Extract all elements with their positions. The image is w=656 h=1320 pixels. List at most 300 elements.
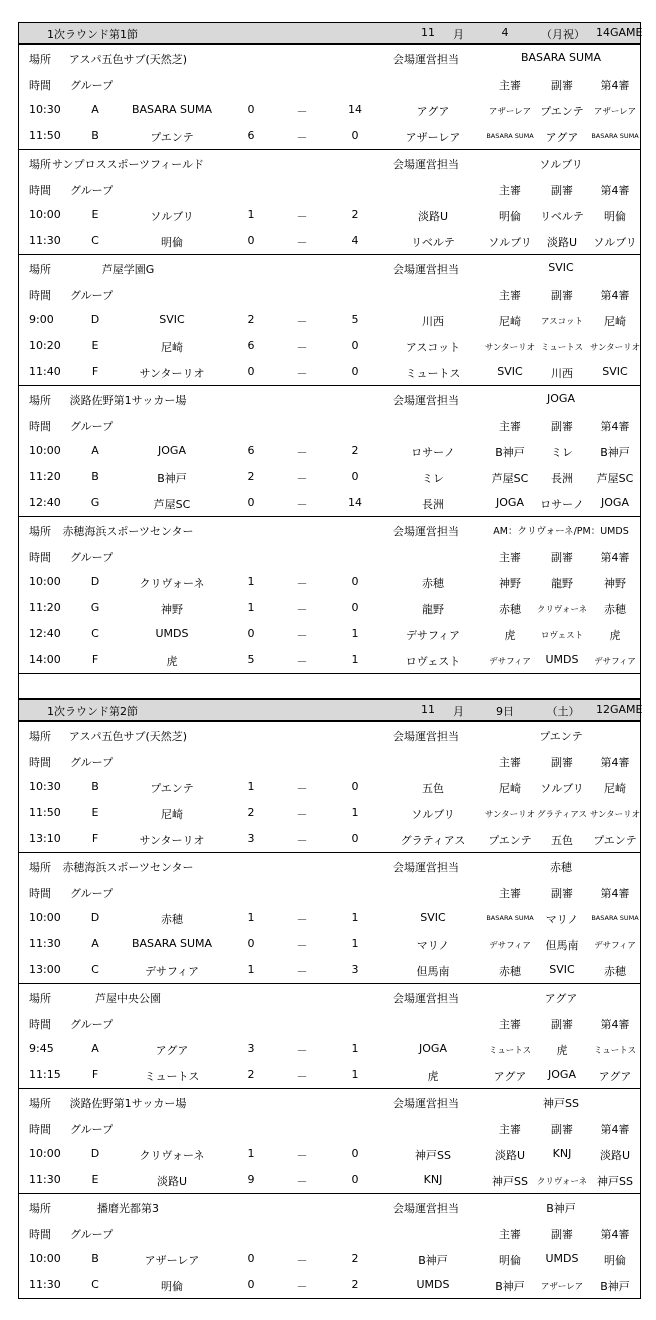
venue-manager: アグア: [544, 992, 578, 1005]
match-time: 11:15: [29, 1068, 61, 1081]
match-row: [19, 957, 640, 983]
venue-label: 場所: [29, 525, 51, 538]
referee2-label: 副審: [551, 1123, 573, 1136]
manager-label: 会場運営担当: [393, 992, 459, 1005]
home-score: 0: [247, 365, 255, 378]
home-team: アザーレア: [144, 1254, 200, 1267]
referee1: 尼崎: [499, 782, 521, 795]
referee4: ミュートス: [593, 1046, 637, 1056]
match-group: D: [90, 911, 100, 924]
score-dash: －: [296, 808, 308, 821]
home-score: 1: [247, 1147, 255, 1160]
home-score: 2: [247, 1068, 255, 1081]
away-score: 1: [351, 937, 359, 950]
column-header-row: [19, 543, 640, 569]
referee2: クリヴォーネ: [536, 1177, 588, 1187]
score-dash: －: [296, 446, 308, 459]
score-dash: －: [296, 834, 308, 847]
venue-label: 場所: [29, 158, 51, 171]
month-unit: 月: [453, 28, 464, 41]
score-dash: －: [296, 965, 308, 978]
referee4: 明倫: [604, 1254, 626, 1267]
venue-block: [19, 1089, 640, 1194]
home-team: BASARA SUMA: [131, 103, 213, 116]
score-dash: －: [296, 1044, 308, 1057]
home-team: プエンテ: [150, 782, 194, 795]
referee1-label: 主審: [499, 184, 521, 197]
referee4: JOGA: [601, 496, 629, 509]
away-team: ソルブリ: [411, 808, 455, 821]
match-time: 9:00: [29, 313, 54, 326]
venue-manager: B神戸: [546, 1202, 576, 1215]
score-dash: －: [296, 1070, 308, 1083]
score-dash: －: [296, 603, 308, 616]
referee2-label: 副審: [551, 420, 573, 433]
away-score: 1: [351, 911, 359, 924]
venue-manager: AM：クリヴォーネ/PM：UMDS: [493, 526, 629, 537]
away-team: 川西: [422, 315, 444, 328]
referee1: 神野: [499, 577, 521, 590]
away-team: 虎: [427, 1070, 439, 1083]
referee4: 尼崎: [604, 315, 626, 328]
home-score: 0: [247, 1252, 255, 1265]
group-label: グループ: [70, 1123, 114, 1136]
home-team: デサフィア: [144, 965, 200, 978]
referee1: サンターリオ: [484, 343, 536, 353]
referee1: BASARA SUMA: [486, 132, 534, 140]
away-team: B神戸: [418, 1254, 448, 1267]
venue-name: アスパ五色サブ(天然芝): [68, 53, 188, 66]
match-time: 14:00: [29, 653, 61, 666]
group-label: グループ: [70, 79, 114, 92]
round-day: 9日: [496, 705, 514, 718]
manager-label: 会場運営担当: [393, 1097, 459, 1110]
away-score: 0: [351, 780, 359, 793]
referee4-label: 第4審: [600, 1018, 630, 1031]
referee4: プエンテ: [593, 834, 637, 847]
score-dash: －: [296, 629, 308, 642]
referee1: アグア: [493, 1070, 527, 1083]
away-team: KNJ: [423, 1173, 443, 1186]
referee4: B神戸: [600, 446, 630, 459]
venue-block: [19, 984, 640, 1089]
away-score: 1: [351, 627, 359, 640]
away-score: 2: [351, 208, 359, 221]
match-row: [19, 307, 640, 333]
venue-manager: SVIC: [548, 261, 574, 274]
away-team: 但馬南: [416, 965, 450, 978]
match-group: E: [91, 1173, 99, 1186]
venue-block: [19, 255, 640, 386]
referee1: デサフィア: [489, 941, 531, 951]
venue-label: 場所: [29, 1097, 51, 1110]
column-header-row: [19, 176, 640, 202]
referee2: リベルテ: [540, 210, 584, 223]
referee2: 虎: [556, 1044, 568, 1057]
match-row: [19, 202, 640, 228]
manager-label: 会場運営担当: [393, 263, 459, 276]
referee2: 長洲: [551, 472, 573, 485]
home-score: 6: [247, 129, 255, 142]
referee2: クリヴォーネ: [536, 605, 588, 615]
referee2: 但馬南: [545, 939, 579, 952]
score-dash: －: [296, 1280, 308, 1293]
away-team: UMDS: [416, 1278, 450, 1291]
home-score: 3: [247, 832, 255, 845]
match-row: [19, 438, 640, 464]
column-header-row: [19, 281, 640, 307]
home-team: ミュートス: [144, 1070, 200, 1083]
column-header-row: [19, 1220, 640, 1246]
venue-manager: BASARA SUMA: [520, 51, 602, 64]
home-team: サンターリオ: [139, 834, 205, 847]
match-group: C: [91, 1278, 99, 1291]
referee2-label: 副審: [551, 184, 573, 197]
match-time: 11:20: [29, 601, 61, 614]
column-header-row: [19, 1115, 640, 1141]
home-team: B神戸: [157, 472, 187, 485]
score-dash: －: [296, 1254, 308, 1267]
match-group: F: [91, 832, 99, 845]
away-team: 五色: [422, 782, 444, 795]
venue-row: [19, 517, 640, 543]
venue-row: [19, 150, 640, 176]
referee1-label: 主審: [499, 1018, 521, 1031]
away-team: ロサーノ: [411, 446, 455, 459]
home-team: アグア: [155, 1044, 189, 1057]
away-score: 1: [351, 1042, 359, 1055]
referee4: ソルブリ: [593, 236, 637, 249]
away-team: 長洲: [422, 498, 444, 511]
referee2: アザーレア: [540, 1282, 584, 1292]
match-row: [19, 490, 640, 516]
venue-block: [19, 150, 640, 255]
column-header-row: [19, 879, 640, 905]
away-score: 2: [351, 444, 359, 457]
referee1-label: 主審: [499, 289, 521, 302]
home-score: 3: [247, 1042, 255, 1055]
match-group: A: [91, 444, 99, 457]
match-group: C: [91, 627, 99, 640]
score-dash: －: [296, 939, 308, 952]
group-label: グループ: [70, 1018, 114, 1031]
match-time: 12:40: [29, 627, 61, 640]
referee2: プエンテ: [540, 105, 584, 118]
round-weekday: （月祝）: [541, 28, 585, 41]
match-group: E: [91, 208, 99, 221]
referee2: グラティアス: [537, 810, 587, 820]
referee2: JOGA: [548, 1068, 576, 1081]
match-time: 11:50: [29, 806, 61, 819]
match-time: 11:20: [29, 470, 61, 483]
away-team: 赤穂: [422, 577, 444, 590]
referee2-label: 副審: [551, 289, 573, 302]
venue-name: 芦屋学園G: [101, 263, 155, 276]
away-team: SVIC: [420, 911, 446, 924]
referee1: ミュートス: [488, 1046, 532, 1056]
referee4: BASARA SUMA: [591, 914, 639, 922]
referee1: 赤穂: [499, 603, 521, 616]
home-team: 明倫: [161, 1280, 183, 1293]
referee1: B神戸: [495, 446, 525, 459]
match-group: C: [91, 234, 99, 247]
referee4: 明倫: [604, 210, 626, 223]
home-score: 0: [247, 496, 255, 509]
referee4: 神野: [604, 577, 626, 590]
referee4: B神戸: [600, 1280, 630, 1293]
time-label: 時間: [29, 184, 51, 197]
referee2: ロサーノ: [540, 498, 584, 511]
match-row: [19, 569, 640, 595]
referee2-label: 副審: [551, 551, 573, 564]
home-team: プエンテ: [150, 131, 194, 144]
venue-manager: 神戸SS: [543, 1097, 579, 1110]
venue-block: [19, 386, 640, 517]
home-team: 明倫: [161, 236, 183, 249]
manager-label: 会場運営担当: [393, 394, 459, 407]
home-score: 2: [247, 470, 255, 483]
score-dash: －: [296, 210, 308, 223]
referee4: サンターリオ: [589, 810, 641, 820]
match-group: A: [91, 103, 99, 116]
home-score: 0: [247, 103, 255, 116]
score-dash: －: [296, 315, 308, 328]
referee4-label: 第4審: [600, 420, 630, 433]
referee2: 五色: [551, 834, 573, 847]
referee2-label: 副審: [551, 756, 573, 769]
away-score: 1: [351, 806, 359, 819]
round-spacer: [18, 673, 641, 699]
away-score: 0: [351, 832, 359, 845]
match-time: 10:30: [29, 103, 61, 116]
home-score: 6: [247, 339, 255, 352]
group-label: グループ: [70, 756, 114, 769]
match-row: [19, 123, 640, 149]
home-score: 1: [247, 575, 255, 588]
away-team: アスコット: [405, 341, 461, 354]
group-label: グループ: [70, 184, 114, 197]
match-time: 11:30: [29, 234, 61, 247]
round-2-schedule: [18, 699, 641, 1299]
venue-label: 場所: [29, 53, 51, 66]
match-group: C: [91, 963, 99, 976]
round-1-schedule: [18, 22, 641, 674]
away-score: 14: [348, 103, 362, 116]
away-score: 0: [351, 470, 359, 483]
referee2: KNJ: [552, 1147, 572, 1160]
time-label: 時間: [29, 756, 51, 769]
home-team: 虎: [166, 655, 178, 668]
time-label: 時間: [29, 1018, 51, 1031]
score-dash: －: [296, 782, 308, 795]
home-score: 6: [247, 444, 255, 457]
manager-label: 会場運営担当: [393, 861, 459, 874]
venue-name: 芦屋中央公園: [95, 992, 161, 1005]
home-score: 0: [247, 1278, 255, 1291]
match-row: [19, 464, 640, 490]
referee4-label: 第4審: [600, 551, 630, 564]
away-team: ミュートス: [405, 367, 461, 380]
venue-row: [19, 722, 640, 748]
home-team: 尼崎: [161, 808, 183, 821]
score-dash: －: [296, 236, 308, 249]
match-time: 11:50: [29, 129, 61, 142]
match-row: [19, 905, 640, 931]
venue-manager: 赤穂: [550, 861, 572, 874]
score-dash: －: [296, 913, 308, 926]
referee1: デサフィア: [489, 657, 531, 667]
match-time: 11:30: [29, 1278, 61, 1291]
away-team: 淡路U: [417, 210, 449, 223]
home-score: 1: [247, 911, 255, 924]
referee4: SVIC: [602, 365, 628, 378]
away-score: 1: [351, 1068, 359, 1081]
home-score: 2: [247, 313, 255, 326]
referee2: アスコット: [541, 317, 583, 327]
away-team: アグア: [416, 105, 450, 118]
home-score: 1: [247, 208, 255, 221]
match-time: 11:40: [29, 365, 61, 378]
venue-row: [19, 45, 640, 71]
referee1: B神戸: [495, 1280, 525, 1293]
match-time: 10:30: [29, 780, 61, 793]
venue-row: [19, 386, 640, 412]
away-team: グラティアス: [400, 834, 466, 847]
match-row: [19, 774, 640, 800]
referee4-label: 第4審: [600, 1228, 630, 1241]
venue-label: 場所: [29, 730, 51, 743]
referee4: 芦屋SC: [596, 472, 634, 485]
away-score: 0: [351, 365, 359, 378]
away-score: 0: [351, 129, 359, 142]
referee2: マリノ: [545, 913, 579, 926]
referee1: 尼崎: [499, 315, 521, 328]
away-score: 2: [351, 1252, 359, 1265]
referee1-label: 主審: [499, 887, 521, 900]
referee1: 明倫: [499, 210, 521, 223]
referee2: ミレ: [551, 446, 573, 459]
column-header-row: [19, 1010, 640, 1036]
match-row: [19, 359, 640, 385]
referee2-label: 副審: [551, 887, 573, 900]
venue-row: [19, 1089, 640, 1115]
venue-label: 場所: [29, 394, 51, 407]
venue-name: 淡路佐野第1サッカー場: [69, 1097, 187, 1110]
referee2: ロヴェスト: [540, 631, 584, 641]
match-group: F: [91, 653, 99, 666]
manager-label: 会場運営担当: [393, 53, 459, 66]
match-group: G: [90, 601, 100, 614]
match-row: [19, 1246, 640, 1272]
match-row: [19, 647, 640, 673]
venue-label: 場所: [29, 1202, 51, 1215]
group-label: グループ: [70, 887, 114, 900]
match-group: B: [91, 780, 99, 793]
match-time: 13:00: [29, 963, 61, 976]
home-team: 淡路U: [156, 1175, 188, 1188]
manager-label: 会場運営担当: [393, 1202, 459, 1215]
match-group: E: [91, 339, 99, 352]
column-header-row: [19, 748, 640, 774]
match-time: 10:00: [29, 1252, 61, 1265]
match-row: [19, 800, 640, 826]
home-team: SVIC: [159, 313, 185, 326]
round-month: 11: [421, 26, 435, 39]
venue-row: [19, 853, 640, 879]
away-team: リベルテ: [411, 236, 455, 249]
match-row: [19, 228, 640, 254]
referee1-label: 主審: [499, 1123, 521, 1136]
referee1: 淡路U: [494, 1149, 526, 1162]
time-label: 時間: [29, 1123, 51, 1136]
match-group: F: [91, 365, 99, 378]
referee1: 神戸SS: [492, 1175, 528, 1188]
score-dash: －: [296, 1175, 308, 1188]
match-group: D: [90, 575, 100, 588]
time-label: 時間: [29, 1228, 51, 1241]
match-row: [19, 931, 640, 957]
referee4-label: 第4審: [600, 1123, 630, 1136]
match-row: [19, 1141, 640, 1167]
referee1: ソルブリ: [488, 236, 532, 249]
referee2-label: 副審: [551, 1228, 573, 1241]
venue-label: 場所: [29, 861, 51, 874]
venue-label: 場所: [29, 263, 51, 276]
match-group: A: [91, 937, 99, 950]
home-team: クリヴォーネ: [139, 1149, 205, 1162]
score-dash: －: [296, 655, 308, 668]
venue-block: [19, 853, 640, 984]
away-score: 0: [351, 601, 359, 614]
score-dash: －: [296, 105, 308, 118]
match-time: 11:30: [29, 937, 61, 950]
venue-name: 播磨光都第3: [97, 1202, 159, 1215]
score-dash: －: [296, 131, 308, 144]
referee2: UMDS: [545, 1252, 579, 1265]
referee1-label: 主審: [499, 420, 521, 433]
venue-name: 赤穂海浜スポーツセンター: [62, 525, 194, 538]
home-score: 5: [247, 653, 255, 666]
venue-manager: ソルブリ: [539, 158, 583, 171]
match-row: [19, 621, 640, 647]
referee4: デサフィア: [594, 657, 636, 667]
game-count: 14GAME: [596, 26, 643, 39]
manager-label: 会場運営担当: [393, 158, 459, 171]
away-team: ロヴェスト: [405, 655, 461, 668]
venue-name: 赤穂海浜スポーツセンター: [62, 861, 194, 874]
referee4: アグア: [598, 1070, 632, 1083]
home-team: 赤穂: [161, 913, 183, 926]
referee1: BASARA SUMA: [486, 914, 534, 922]
referee2: 川西: [551, 367, 573, 380]
referee4: デサフィア: [594, 941, 636, 951]
score-dash: －: [296, 472, 308, 485]
referee1: 赤穂: [499, 965, 521, 978]
match-time: 9:45: [29, 1042, 54, 1055]
referee4-label: 第4審: [600, 184, 630, 197]
referee4-label: 第4審: [600, 756, 630, 769]
away-score: 14: [348, 496, 362, 509]
referee2: 淡路U: [546, 236, 578, 249]
match-group: B: [91, 1252, 99, 1265]
referee4: 尼崎: [604, 782, 626, 795]
away-score: 0: [351, 1173, 359, 1186]
away-team: マリノ: [416, 939, 450, 952]
home-team: 尼崎: [161, 341, 183, 354]
referee1: 明倫: [499, 1254, 521, 1267]
match-time: 10:00: [29, 1147, 61, 1160]
away-score: 4: [351, 234, 359, 247]
